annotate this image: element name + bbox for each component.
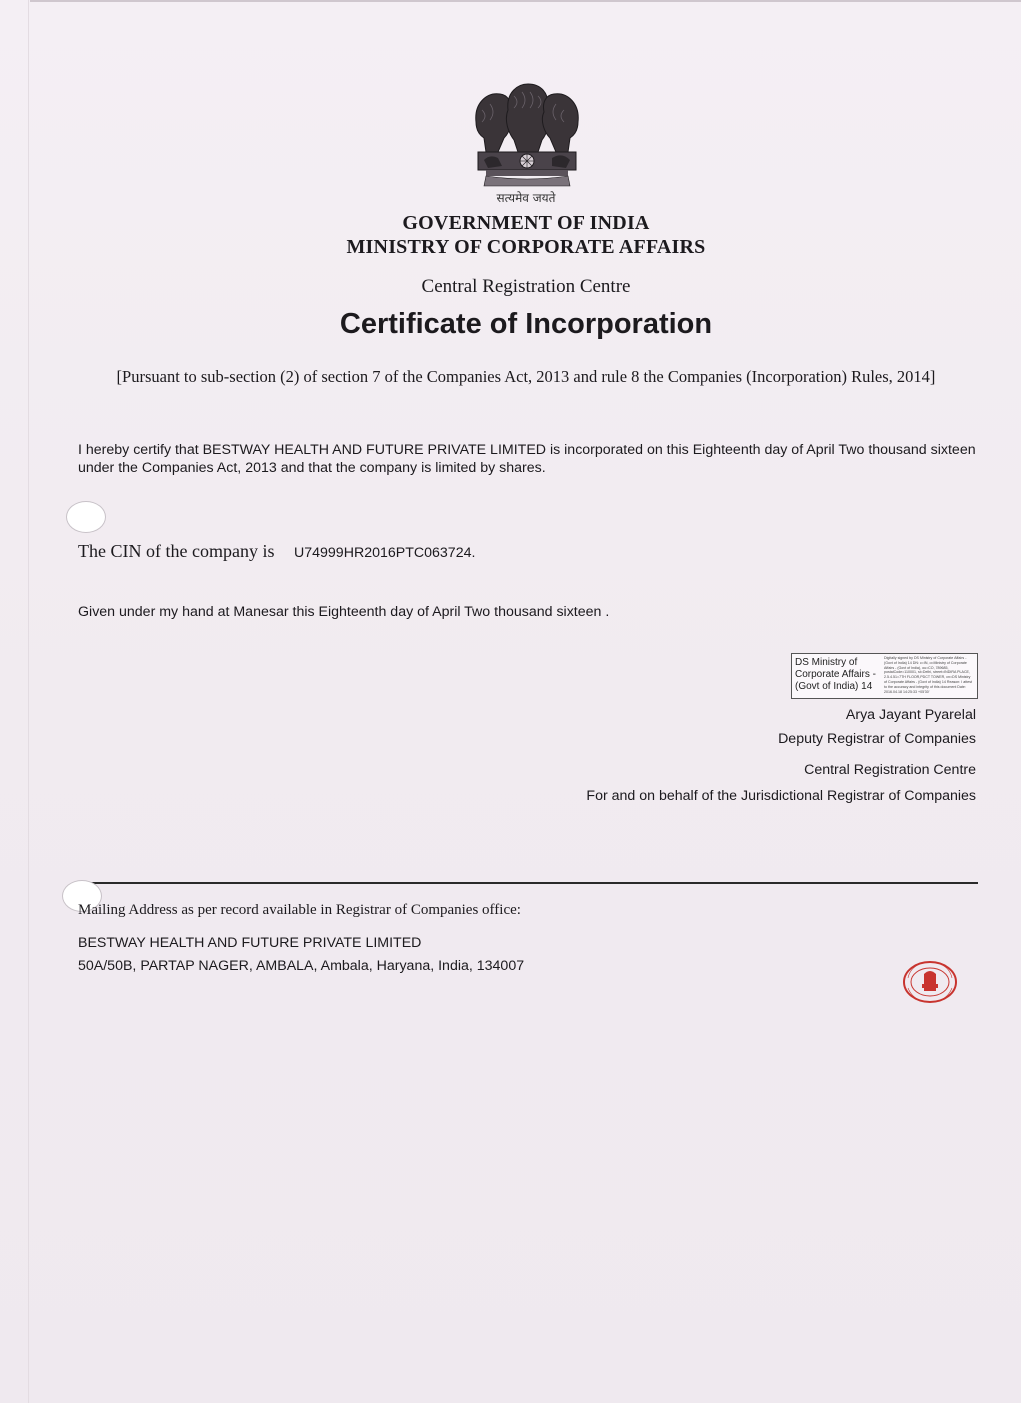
ministry-heading: MINISTRY OF CORPORATE AFFAIRS <box>346 236 706 258</box>
punch-hole-top <box>66 501 106 533</box>
ministry-seal-icon <box>902 960 958 1004</box>
digital-signature-box <box>791 653 978 699</box>
pursuant-clause: [Pursuant to sub-section (2) of section 7 of the Companies Act, 2013 and rule 8 the Companies (Incorporation) Rules, 2014] <box>116 367 936 386</box>
digital-signature-details: Digitally signed by DS Ministry of Corporate Affairs - (Govt of India) 14 DN: c=IN, o=Ministry of Corporate Affairs - (Govt of India), ou=CO, 789685, postalCode=110001, st=Delhi, street=INDIRA PLACE, 2.5.4.51=7TH FLOOR,PDCT TOWER, cn=DS Ministry of Corporate Affairs - (Govt of India) 14 Reason: I attest to the accuracy and integrity of this document Date: 2016.04.18 14:25:33 +05'30' <box>884 656 973 694</box>
mailing-company-name: BESTWAY HEALTH AND FUTURE PRIVATE LIMITED <box>78 935 422 951</box>
mailing-address-label: Mailing Address as per record available in Registrar of Companies office: <box>78 902 521 918</box>
given-statement: Given under my hand at Manesar this Eighteenth day of April Two thousand sixteen . <box>78 604 610 620</box>
page-edge-top <box>30 0 1021 2</box>
signatory-behalf: For and on behalf of the Jurisdictional Registrar of Companies <box>586 788 976 804</box>
certificate-title: Certificate of Incorporation <box>339 308 713 340</box>
signatory-centre: Central Registration Centre <box>804 762 976 778</box>
certify-paragraph: I hereby certify that BESTWAY HEALTH AND FUTURE PRIVATE LIMITED is incorporated on this Eighteenth day of April Two thousand sixteen under the Companies Act, 2013 and that the company is limited by shares. <box>78 442 976 476</box>
national-emblem-icon <box>468 82 586 192</box>
cin-value: U74999HR2016PTC063724. <box>294 545 476 561</box>
centre-subheading: Central Registration Centre <box>421 276 631 297</box>
page-edge-left <box>28 0 29 1403</box>
digital-signature-name: DS Ministry of Corporate Affairs - (Govt of India) 14 <box>795 657 876 692</box>
government-heading: GOVERNMENT OF INDIA <box>402 212 650 234</box>
mailing-address-line: 50A/50B, PARTAP NAGER, AMBALA, Ambala, Haryana, India, 134007 <box>78 958 525 974</box>
signatory-name: Arya Jayant Pyarelal <box>845 707 976 723</box>
emblem-motto: सत्यमेव जयते <box>496 191 556 205</box>
cin-label: The CIN of the company is <box>78 541 275 561</box>
signatory-designation: Deputy Registrar of Companies <box>778 731 976 747</box>
section-divider <box>82 882 978 884</box>
